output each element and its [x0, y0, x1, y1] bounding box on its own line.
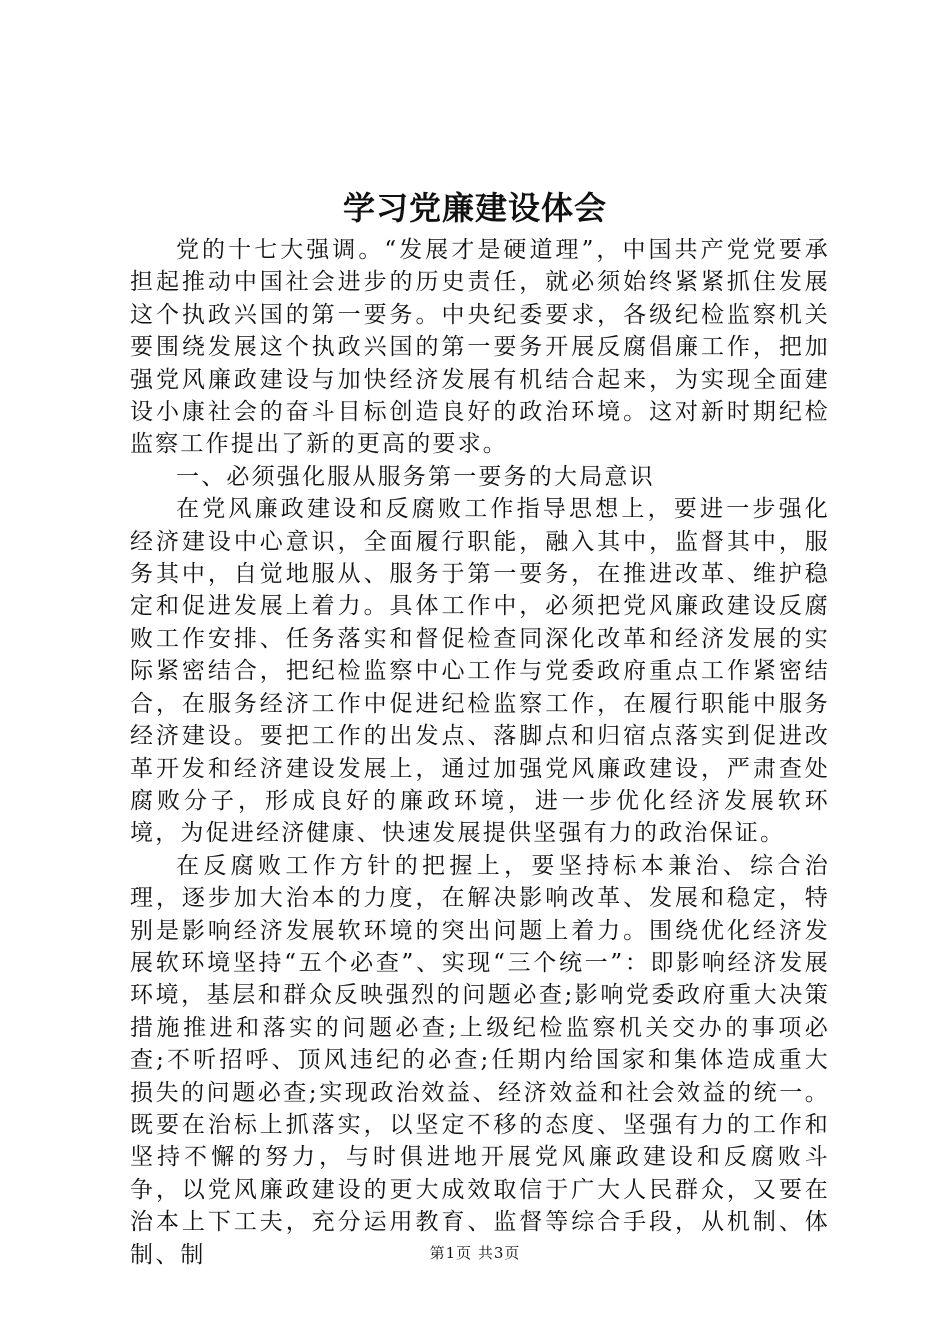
page-footer: 第1页 共3页	[429, 1244, 521, 1262]
paragraph-anticorruption-policy: 在反腐败工作方针的把握上，要坚持标本兼治、综合治理，逐步加大治本的力度，在解决影响改革、发展和稳定，特别是影响经济发展软环境的突出问题上着力。围绕优化经济发展软环境坚持“五个必查”、实现“三个统一”：即影响经济发展环境，基层和群众反映强烈的问题必查;影响党委政府重大决策措施推进和落实的问题必查;上级纪检监察机关交办的事项必查;不听招呼、顶风违纪的必查;任期内给国家和集体造成重大损失的问题必查;实现政治效益、经济效益和社会效益的统一。既要在治标上抓落实，以坚定不移的态度、坚强有力的工作和坚持不懈的努力，与时俱进地开展党风廉政建设和反腐败斗争，以党风廉政建设的更大成效取信于广大人民群众，又要在治本上下工夫，充分运用教育、监督等综合手段，从机制、体制、制	[130, 852, 830, 1268]
document-body	[130, 234, 830, 1271]
paragraph-intro: 党的十七大强调。“发展才是硬道理”，中国共产党党要承担起推动中国社会进步的历史责任，就必须始终紧紧抓住发展这个执政兴国的第一要务。中央纪委要求，各级纪检监察机关要围绕发展这个执政兴国的第一要务开展反腐倡廉工作，把加强党风廉政建设与加快经济发展有机结合起来，为实现全面建设小康社会的奋斗目标创造良好的政治环境。这对新时期纪检监察工作提出了新的更高的要求。	[130, 237, 830, 458]
document-title: 学习党廉建设体会	[342, 189, 607, 227]
paragraph-guiding-thought: 在党风廉政建设和反腐败工作指导思想上，要进一步强化经济建设中心意识，全面履行职能，融入其中，监督其中，服务其中，自觉地服从、服务于第一要务，在推进改革、维护稳定和促进发展上着力。具体工作中，必须把党风廉政建设反腐败工作安排、任务落实和督促检查同深化改革和经济发展的实际紧密结合，把纪检监察中心工作与党委政府重点工作紧密结合，在服务经济工作中促进纪检监察工作，在履行职能中服务经济建设。要把工作的出发点、落脚点和归宿点落实到促进改革开发和经济建设发展上，通过加强党风廉政建设，严肃查处腐败分子，形成良好的廉政环境，进一步优化经济发展软环境，为促进经济健康、快速发展提供坚强有力的政治保证。	[130, 496, 830, 847]
section-heading: 一、必须强化服从服务第一要务的大局意识	[176, 463, 655, 490]
